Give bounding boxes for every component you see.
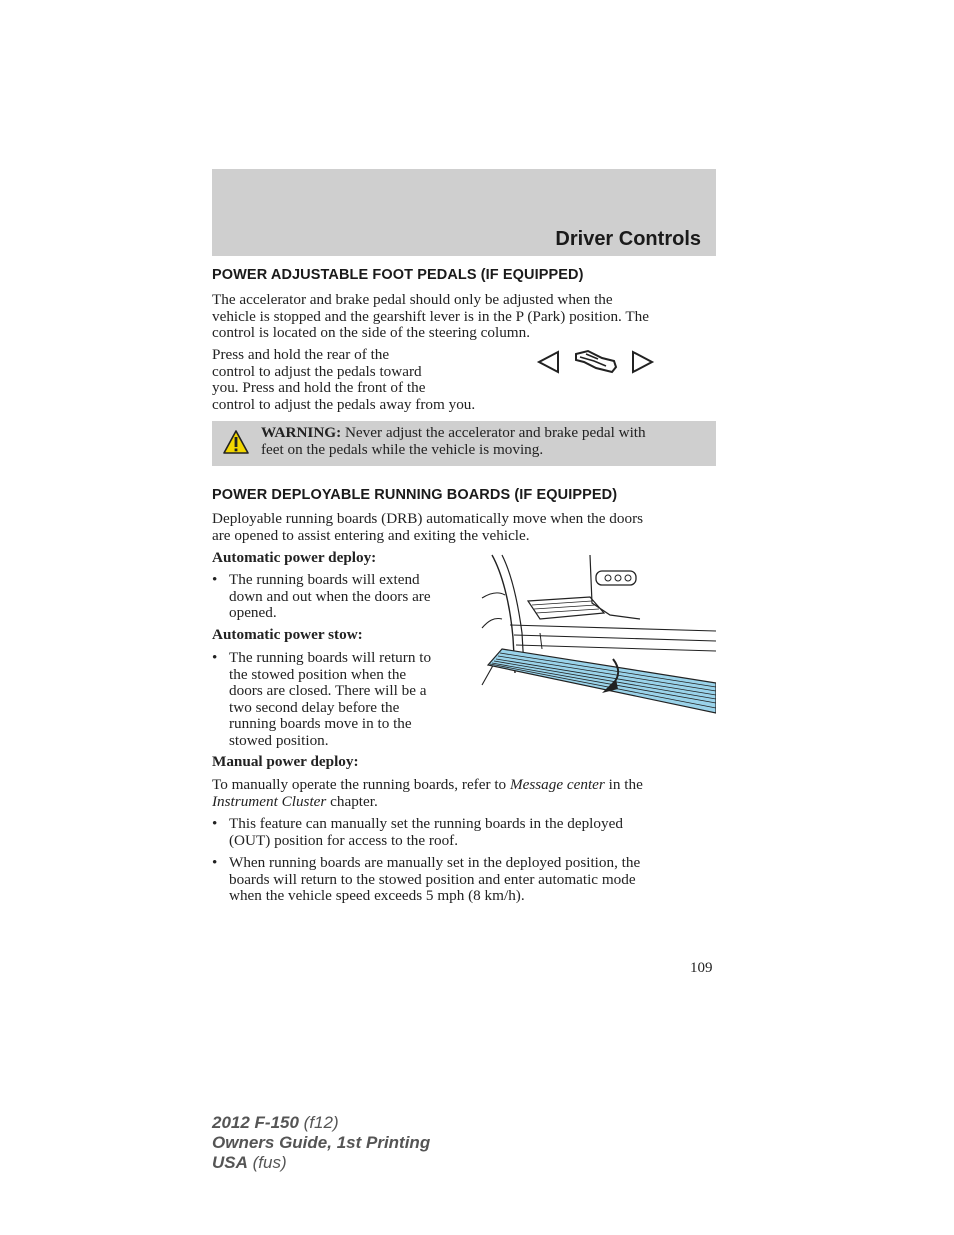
page-number: 109 xyxy=(690,960,713,976)
list-item: • The running boards will return to the stowed position when the doors are closed. There will be a two second delay before the running boards move in to the stowed position. xyxy=(212,649,432,749)
document-footer: 2012 F-150 (f12) Owners Guide, 1st Printing USA (fus) xyxy=(212,1113,431,1172)
running-board-illustration xyxy=(480,553,716,715)
warning-text: WARNING: Never adjust the accelerator and brake pedal with feet on the pedals while the vehicle is moving. xyxy=(261,424,646,458)
label-manual-deploy: Manual power deploy: xyxy=(212,753,359,770)
paragraph-pedals-intro: The accelerator and brake pedal should only be adjusted when the vehicle is stopped and the gearshift lever is in the P (Park) position. The control is located on the side of the steering column. xyxy=(212,291,649,342)
warning-triangle-icon xyxy=(222,429,250,455)
list-item: • The running boards will extend down and out when the doors are opened. xyxy=(212,571,431,622)
heading-running-boards: POWER DEPLOYABLE RUNNING BOARDS (IF EQUIPPED) xyxy=(212,487,618,503)
label-auto-deploy: Automatic power deploy: xyxy=(212,549,377,566)
paragraph-manual-deploy: To manually operate the running boards, refer to Message center in the Instrument Cluster chapter. xyxy=(212,776,643,810)
pedal-adjust-control-icon xyxy=(536,346,656,378)
paragraph-pedals-press: Press and hold the rear of the control to adjust the pedals toward you. Press and hold the front of the control to adjust the pedals away from you. xyxy=(212,346,476,413)
heading-foot-pedals: POWER ADJUSTABLE FOOT PEDALS (IF EQUIPPED) xyxy=(212,267,584,283)
warning-box xyxy=(212,421,716,466)
list-item: • This feature can manually set the running boards in the deployed (OUT) position for access to the roof. xyxy=(212,815,623,849)
section-banner xyxy=(212,169,716,256)
section-title: Driver Controls xyxy=(555,228,701,250)
label-auto-stow: Automatic power stow: xyxy=(212,626,363,643)
paragraph-drb-intro: Deployable running boards (DRB) automatically move when the doors are opened to assist entering and exiting the vehicle. xyxy=(212,510,644,544)
list-item: • When running boards are manually set in the deployed position, the boards will return to the stowed position and enter automatic mode when the vehicle speed exceeds 5 mph (8 km/h). xyxy=(212,854,641,905)
